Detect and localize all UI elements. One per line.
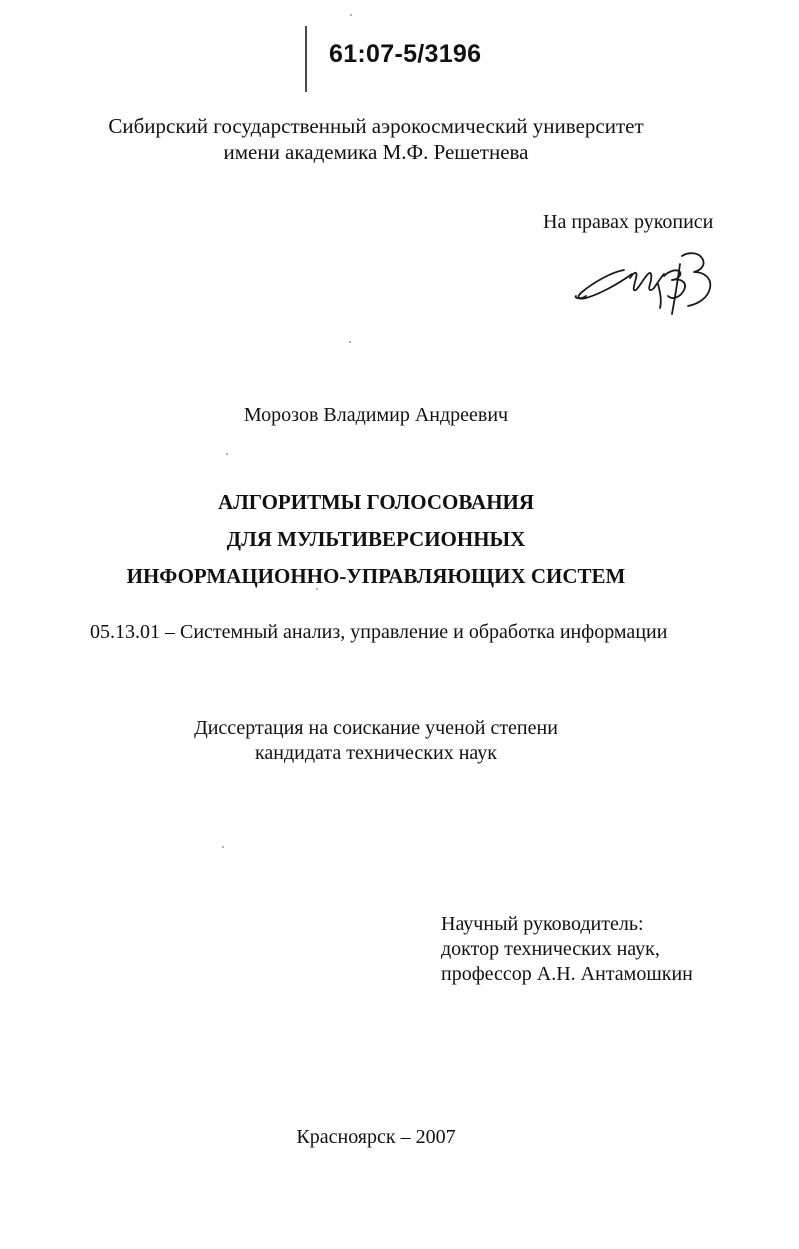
supervisor-line-3: профессор А.Н. Антамошкин xyxy=(441,963,693,985)
supervisor-line-1: Научный руководитель: xyxy=(441,913,644,935)
dissertation-degree xyxy=(0,716,752,766)
supervisor-line-2: доктор технических наук, xyxy=(441,938,660,960)
scan-speck xyxy=(316,588,318,590)
catalog-stamp-code: 61:07-5/3196 xyxy=(329,40,482,68)
title-line-2: ДЛЯ МУЛЬТИВЕРСИОННЫХ xyxy=(226,527,526,551)
scan-speck xyxy=(226,453,228,455)
stamp-divider xyxy=(305,26,307,92)
university-name xyxy=(0,113,752,165)
scan-speck xyxy=(222,846,224,848)
title-line-3: ИНФОРМАЦИОННО-УПРАВЛЯЮЩИХ СИСТЕМ xyxy=(126,564,626,588)
degree-line-1: Диссертация на соискание ученой степени xyxy=(194,717,558,739)
place-and-year: Красноярск – 2007 xyxy=(296,1126,456,1148)
degree-line-2: кандидата технических наук xyxy=(254,742,498,764)
signature-icon xyxy=(572,248,720,320)
scan-speck xyxy=(350,14,352,16)
title-line-1: АЛГОРИТМЫ ГОЛОСОВАНИЯ xyxy=(217,490,535,514)
university-line-1: Сибирский государственный аэрокосмический университет xyxy=(108,114,644,138)
dissertation-title xyxy=(0,484,752,595)
specialty-code: 05.13.01 – Системный анализ, управление и обработка информации xyxy=(90,621,668,643)
manuscript-rights-notice: На правах рукописи xyxy=(543,211,714,233)
university-line-2: имени академика М.Ф. Решетнева xyxy=(223,140,529,164)
scientific-supervisor xyxy=(441,912,693,987)
author-name: Морозов Владимир Андреевич xyxy=(243,404,509,426)
scan-speck xyxy=(349,341,351,343)
